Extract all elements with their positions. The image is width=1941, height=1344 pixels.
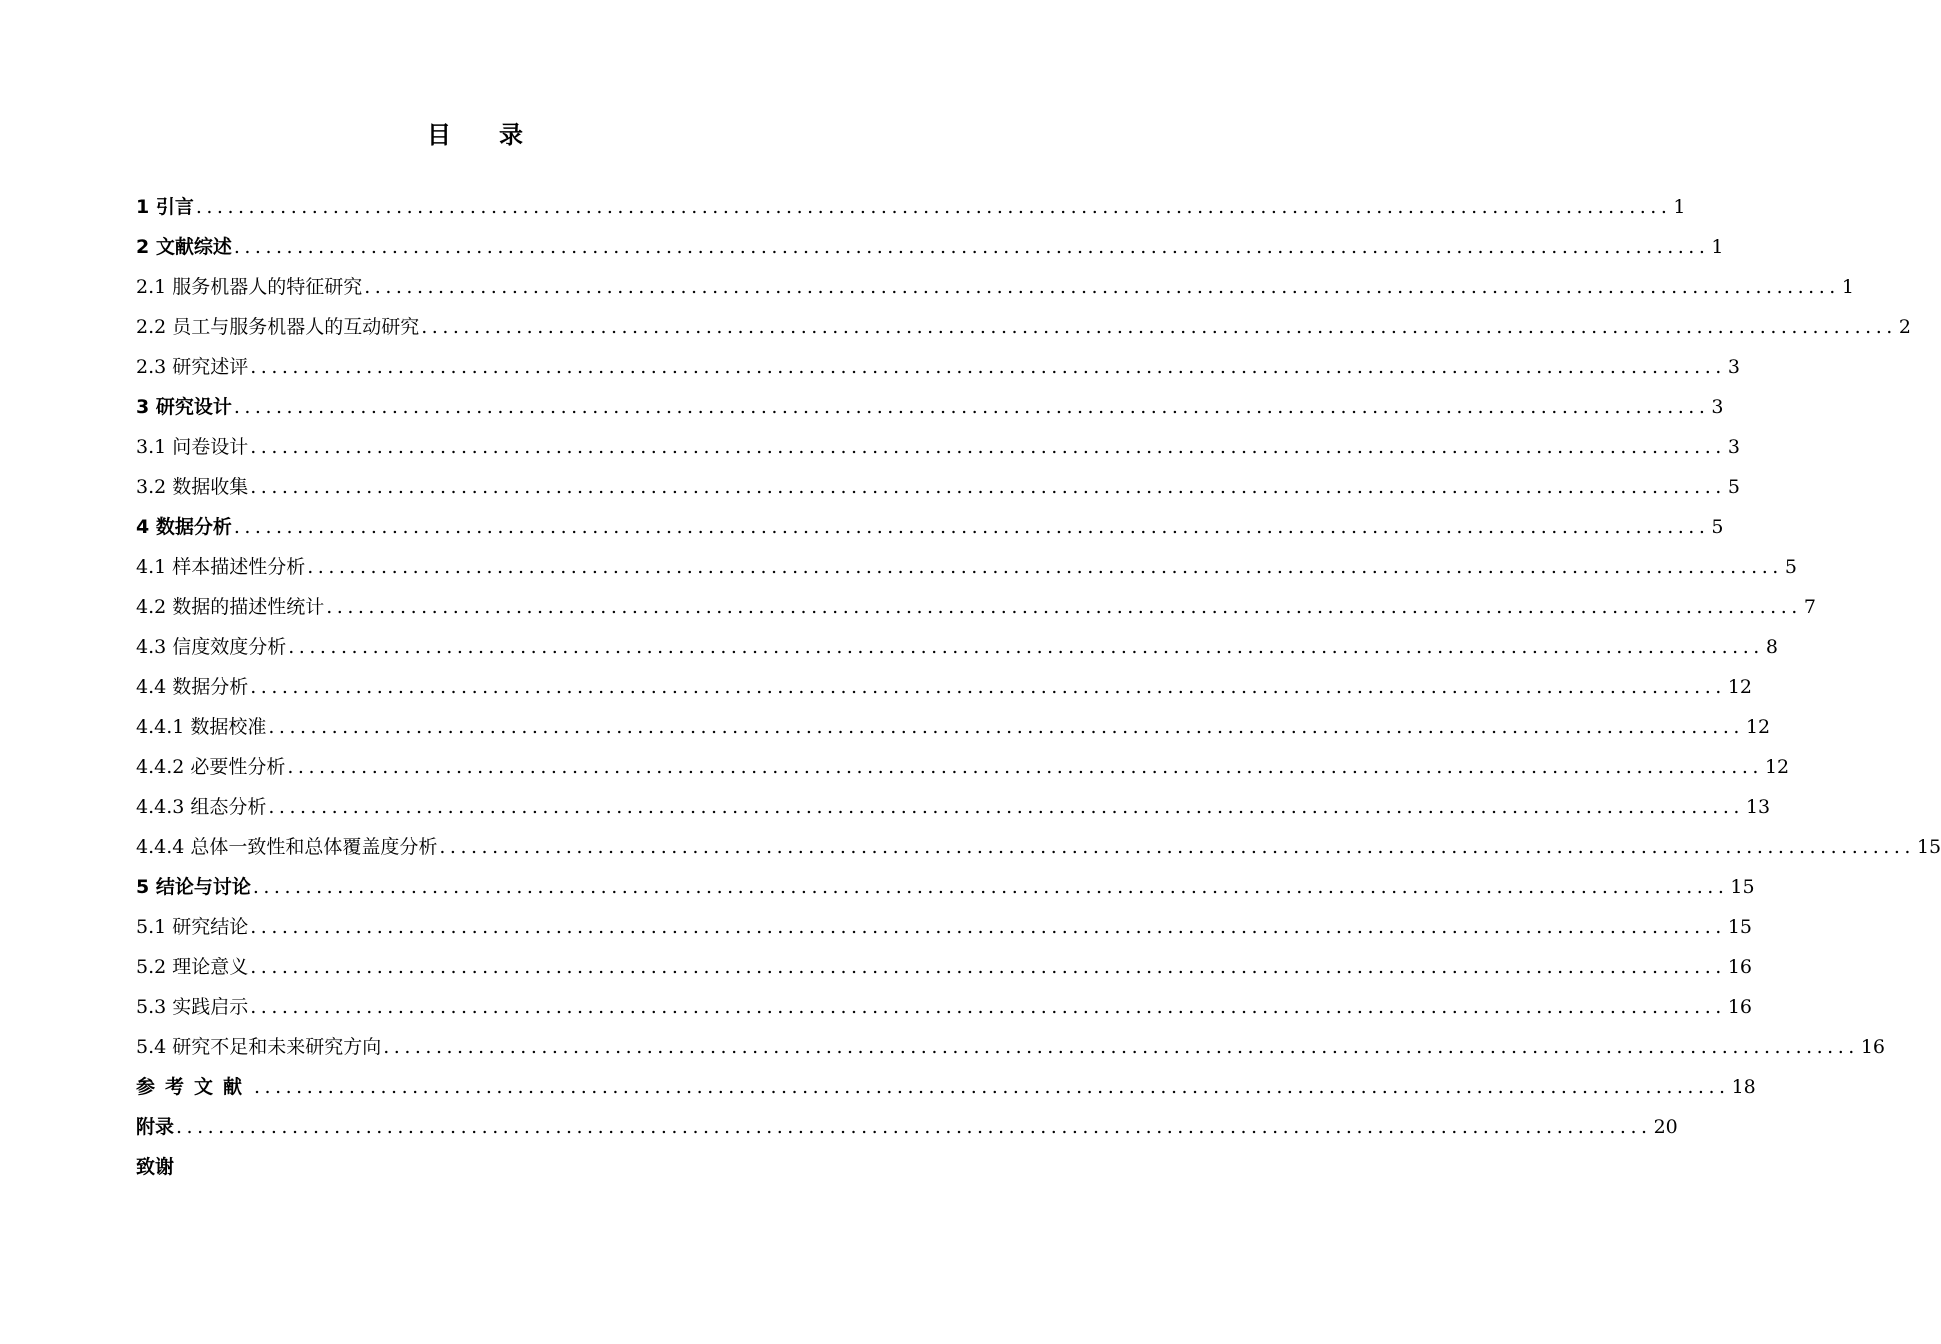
toc-entry-page-number: 20 — [1653, 1116, 1678, 1138]
toc-dot-leader: ............................................................................................................................................ — [326, 596, 1802, 618]
toc-entry-page-number: 3 — [1727, 356, 1740, 378]
toc-dot-leader: ............................................................................................................................................ — [195, 196, 1672, 218]
toc-entry[interactable] — [136, 1027, 1885, 1067]
toc-entry[interactable] — [136, 907, 1752, 947]
toc-entry-label: 5.2 理论意义 — [136, 956, 249, 978]
toc-entry[interactable] — [136, 667, 1752, 707]
toc-entry-label: 3 研究设计 — [136, 396, 232, 418]
toc-entry-label: 2 文献综述 — [136, 236, 232, 258]
toc-entry-page-number: 12 — [1764, 756, 1790, 778]
toc-entry[interactable] — [136, 707, 1771, 747]
toc-entry[interactable] — [136, 187, 1686, 227]
toc-dot-leader: ............................................................................................................................................ — [268, 716, 1744, 738]
toc-entry-page-number: 3 — [1727, 436, 1740, 458]
toc-entry-page-number: 15 — [1727, 916, 1752, 938]
toc-entry[interactable] — [136, 787, 1771, 827]
toc-entry-label: 2.2 员工与服务机器人的互动研究 — [136, 316, 420, 338]
toc-dot-leader: ............................................................................................................................................ — [287, 756, 1763, 778]
toc-dot-leader: ............................................................................................................................................ — [364, 276, 1840, 298]
toc-entry[interactable] — [136, 867, 1755, 907]
toc-dot-leader: ............................................................................................................................................ — [250, 436, 1726, 458]
toc-entry-page-number: 5 — [1711, 516, 1724, 538]
toc-title-char-2: 录 — [499, 120, 523, 149]
toc-dot-leader: ............................................................................................................................................ — [250, 356, 1726, 378]
toc-entry[interactable] — [136, 947, 1752, 987]
toc-title — [0, 112, 950, 152]
toc-entry-page-number: 15 — [1730, 876, 1755, 898]
toc-entry-label: 5.3 实践启示 — [136, 996, 249, 1018]
toc-entry-label: 4.4.1 数据校准 — [136, 716, 267, 738]
toc-dot-leader: ............................................................................................................................................ — [268, 796, 1744, 818]
toc-dot-leader: ............................................................................................................................................ — [383, 1036, 1859, 1058]
toc-entry-page-number: 1 — [1673, 196, 1686, 218]
toc-entry[interactable] — [136, 227, 1724, 267]
toc-entry-label: 5.4 研究不足和未来研究方向 — [136, 1036, 382, 1058]
toc-dot-leader: ............................................................................................................................................ — [250, 996, 1726, 1018]
toc-entry[interactable] — [136, 987, 1752, 1027]
toc-entry-label: 4.4.2 必要性分析 — [136, 756, 286, 778]
toc-entry-page-number: 7 — [1803, 596, 1816, 618]
toc-entry[interactable] — [136, 827, 1941, 867]
toc-entry-page-number: 5 — [1784, 556, 1797, 578]
toc-entry[interactable] — [136, 1147, 852, 1187]
toc-entry-page-number: 16 — [1727, 956, 1752, 978]
toc-entry[interactable] — [136, 747, 1790, 787]
toc-entry-label: 致谢 — [136, 1156, 175, 1178]
toc-entry-label: 4.2 数据的描述性统计 — [136, 596, 325, 618]
toc-entry-label: 3.1 问卷设计 — [136, 436, 249, 458]
toc-entry-page-number: 16 — [1860, 1036, 1885, 1058]
toc-entry-label: 参考文献 — [136, 1076, 253, 1098]
toc-dot-leader: ............................................................................................................................................ — [288, 636, 1764, 658]
toc-dot-leader: ............................................................................................................................................ — [233, 516, 1710, 538]
toc-dot-leader: ............................................................................................................................................ — [176, 1116, 1652, 1138]
toc-entry-label: 附录 — [136, 1116, 175, 1138]
toc-dot-leader: ............................................................................................................................................ — [439, 836, 1915, 858]
toc-entry-page-number: 3 — [1711, 396, 1724, 418]
toc-entry[interactable] — [136, 267, 1854, 307]
toc-entry-page-number: 2 — [1898, 316, 1911, 338]
toc-entry-label: 5 结论与讨论 — [136, 876, 251, 898]
toc-entry-label: 4.1 样本描述性分析 — [136, 556, 306, 578]
toc-entry[interactable] — [136, 587, 1816, 627]
toc-dot-leader: ............................................................................................................................................ — [307, 556, 1783, 578]
toc-entry-label: 4.4.4 总体一致性和总体覆盖度分析 — [136, 836, 438, 858]
toc-entry-label: 1 引言 — [136, 196, 194, 218]
toc-entry-label: 4.4 数据分析 — [136, 676, 249, 698]
toc-entry-label: 4 数据分析 — [136, 516, 232, 538]
toc-entry-page-number: 12 — [1745, 716, 1771, 738]
toc-entry-page-number: 5 — [1727, 476, 1740, 498]
toc-entry[interactable] — [136, 347, 1740, 387]
toc-dot-leader: ............................................................................................................................................ — [233, 236, 1710, 258]
toc-dot-leader: ............................................................................................................................................ — [250, 956, 1726, 978]
toc-entry-label: 4.3 信度效度分析 — [136, 636, 287, 658]
toc-entry-page-number: 16 — [1727, 996, 1752, 1018]
toc-entry-page-number: 15 — [1916, 836, 1941, 858]
toc-entry[interactable] — [136, 467, 1740, 507]
toc-dot-leader: ............................................................................................................................................ — [421, 316, 1897, 338]
toc-entry[interactable] — [136, 547, 1797, 587]
toc-entry[interactable] — [136, 427, 1740, 467]
toc-dot-leader: ............................................................................................................................................ — [250, 676, 1726, 698]
toc-entry[interactable] — [136, 307, 1911, 347]
toc-list — [136, 187, 1941, 1187]
toc-entry-label: 2.3 研究述评 — [136, 356, 249, 378]
toc-entry[interactable] — [136, 387, 1724, 427]
toc-entry[interactable] — [136, 1067, 1756, 1107]
toc-entry[interactable] — [136, 507, 1724, 547]
toc-entry-label: 2.1 服务机器人的特征研究 — [136, 276, 363, 298]
toc-entry[interactable] — [136, 627, 1778, 667]
toc-entry-page-number: 12 — [1727, 676, 1752, 698]
toc-entry-page-number: 1 — [1711, 236, 1724, 258]
toc-entry-label: 5.1 研究结论 — [136, 916, 249, 938]
toc-entry-page-number: 8 — [1765, 636, 1778, 658]
toc-entry-page-number: 18 — [1731, 1076, 1756, 1098]
toc-dot-leader: ............................................................................................................................................ — [250, 916, 1726, 938]
toc-title-char-1: 目 — [427, 120, 451, 149]
toc-entry-page-number: 1 — [1841, 276, 1854, 298]
toc-entry-label: 3.2 数据收集 — [136, 476, 249, 498]
toc-dot-leader: ............................................................................................................................................ — [250, 476, 1726, 498]
toc-entry-page-number: 13 — [1745, 796, 1771, 818]
toc-dot-leader: ............................................................................................................................................ — [233, 396, 1710, 418]
toc-dot-leader: ............................................................................................................................................ — [252, 876, 1729, 898]
toc-entry[interactable] — [136, 1107, 1678, 1147]
toc-entry-label: 4.4.3 组态分析 — [136, 796, 267, 818]
toc-dot-leader: ............................................................................................................................................ — [254, 1076, 1730, 1098]
